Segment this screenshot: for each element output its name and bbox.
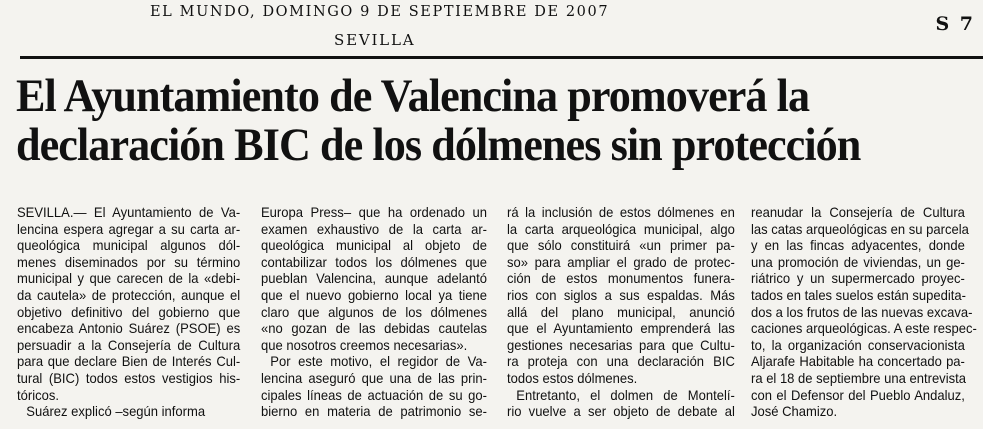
text-line: para que declare Bien de Interés Cul- — [17, 353, 241, 370]
text-line: cipales líneas de actuación de su go- — [261, 386, 487, 403]
headline-line-1: El Ayuntamiento de Valencina promoverá la — [16, 70, 810, 122]
text-line: dos a los frutos de las nuevas excava- — [751, 303, 973, 320]
text-line: reanudar la Consejería de Cultura — [751, 204, 965, 220]
text-line: rio vuelve a ser objeto de debate al — [507, 403, 735, 420]
text-line: que sólo constituirá «un primer pa- — [507, 237, 735, 254]
text-line: que el nuevo gobierno local ya tiene — [261, 286, 487, 303]
text-line: ción de estos monumentos funera- — [507, 270, 735, 287]
text-line: Aljarafe Habitable ha concertado pa- — [751, 353, 965, 370]
text-line: con el Defensor del Pueblo Andaluz, — [751, 386, 965, 403]
text-line: queológica municipal al objeto de — [261, 237, 487, 254]
article-column-4 — [751, 204, 977, 420]
text-line: rios con siglos a sus espaldas. Más — [507, 286, 735, 303]
text-line: lencina espera agregar a su carta ar- — [17, 220, 241, 237]
article-column-1 — [17, 204, 240, 420]
text-line: bierno en materia de patrimonio se- — [261, 403, 487, 420]
text-line: gestiones necesarias para que Cultu- — [507, 336, 735, 353]
text-line: allá del plano municipal, anunció — [507, 303, 735, 320]
text-line: tóricos. — [17, 386, 59, 403]
text-line: las catas arqueológicas en su parcela — [751, 220, 969, 237]
text-line: que el Ayuntamiento emprenderá las — [507, 320, 735, 337]
text-line: todos estos dólmenes. — [507, 369, 638, 386]
text-line: caciones arqueológicas. A este respec- — [751, 320, 977, 337]
text-line: la carta arqueológica municipal, algo — [507, 220, 735, 237]
text-line: claro que algunos de los dólmenes — [261, 303, 487, 320]
headline-line-2: declaración BIC de los dólmenes sin protección — [16, 119, 861, 171]
section-label: SEVILLA — [334, 31, 416, 49]
text-line: to, la organización conservacionista — [751, 336, 965, 353]
text-line: municipal y que carecen de la «debi- — [17, 270, 241, 287]
text-line: José Chamizo. — [751, 403, 838, 420]
text-line: Europa Press– que ha ordenado un — [261, 204, 487, 220]
text-line: menes diseminados por su término — [17, 253, 241, 270]
text-line: encabeza Antonio Suárez (PSOE) es — [17, 320, 241, 337]
text-line: ra el 18 de septiembre una entrevista — [751, 369, 966, 386]
text-line: una promoción de viviendas, un ge- — [751, 253, 965, 270]
text-line: Por este motivo, el regidor de Va- — [270, 353, 487, 370]
text-line: riátrico y un supermercado proyec- — [751, 270, 965, 287]
page-number: S 7 — [935, 13, 975, 35]
article-column-2 — [261, 204, 487, 420]
text-line: y en las fincas adyacentes, donde — [751, 237, 965, 254]
text-line: da cautela» de protección, aunque el — [17, 286, 241, 303]
text-line: rá la inclusión de estos dólmenes en — [507, 204, 735, 220]
text-line: que nosotros creemos necesarias». — [261, 336, 468, 353]
text-line: tural (BIC) todos estos vestigios his- — [17, 369, 241, 386]
text-line: Entretanto, el dolmen de Montelí- — [516, 386, 735, 403]
text-line: SEVILLA.— El Ayuntamiento de Va- — [17, 204, 241, 220]
header-rule — [20, 56, 983, 59]
text-line: lencina aseguró que una de las prin- — [261, 369, 487, 386]
text-line: ra proteja con una declaración BIC — [507, 353, 735, 370]
text-line: objetivo definitivo del gobierno que — [17, 303, 241, 320]
article-column-3 — [507, 204, 735, 420]
text-line: so» para ampliar el grado de protec- — [507, 253, 735, 270]
masthead: EL MUNDO, DOMINGO 9 DE SEPTIEMBRE DE 2007 — [150, 4, 610, 20]
headline — [16, 72, 909, 170]
text-line: Suárez explicó –según informa — [26, 403, 206, 420]
text-line: «no gozan de las debidas cautelas — [261, 320, 487, 337]
text-line: examen exhaustivo de la carta ar- — [261, 220, 487, 237]
text-line: contabilizar todos los dólmenes que — [261, 253, 487, 270]
text-line: persuadir a la Consejería de Cultura — [17, 336, 241, 353]
text-line: tados en tales suelos están supedita- — [751, 286, 966, 303]
text-line: queológica municipal algunos dól- — [17, 237, 241, 254]
text-line: pueblan Valencina, aunque adelantó — [261, 270, 487, 287]
